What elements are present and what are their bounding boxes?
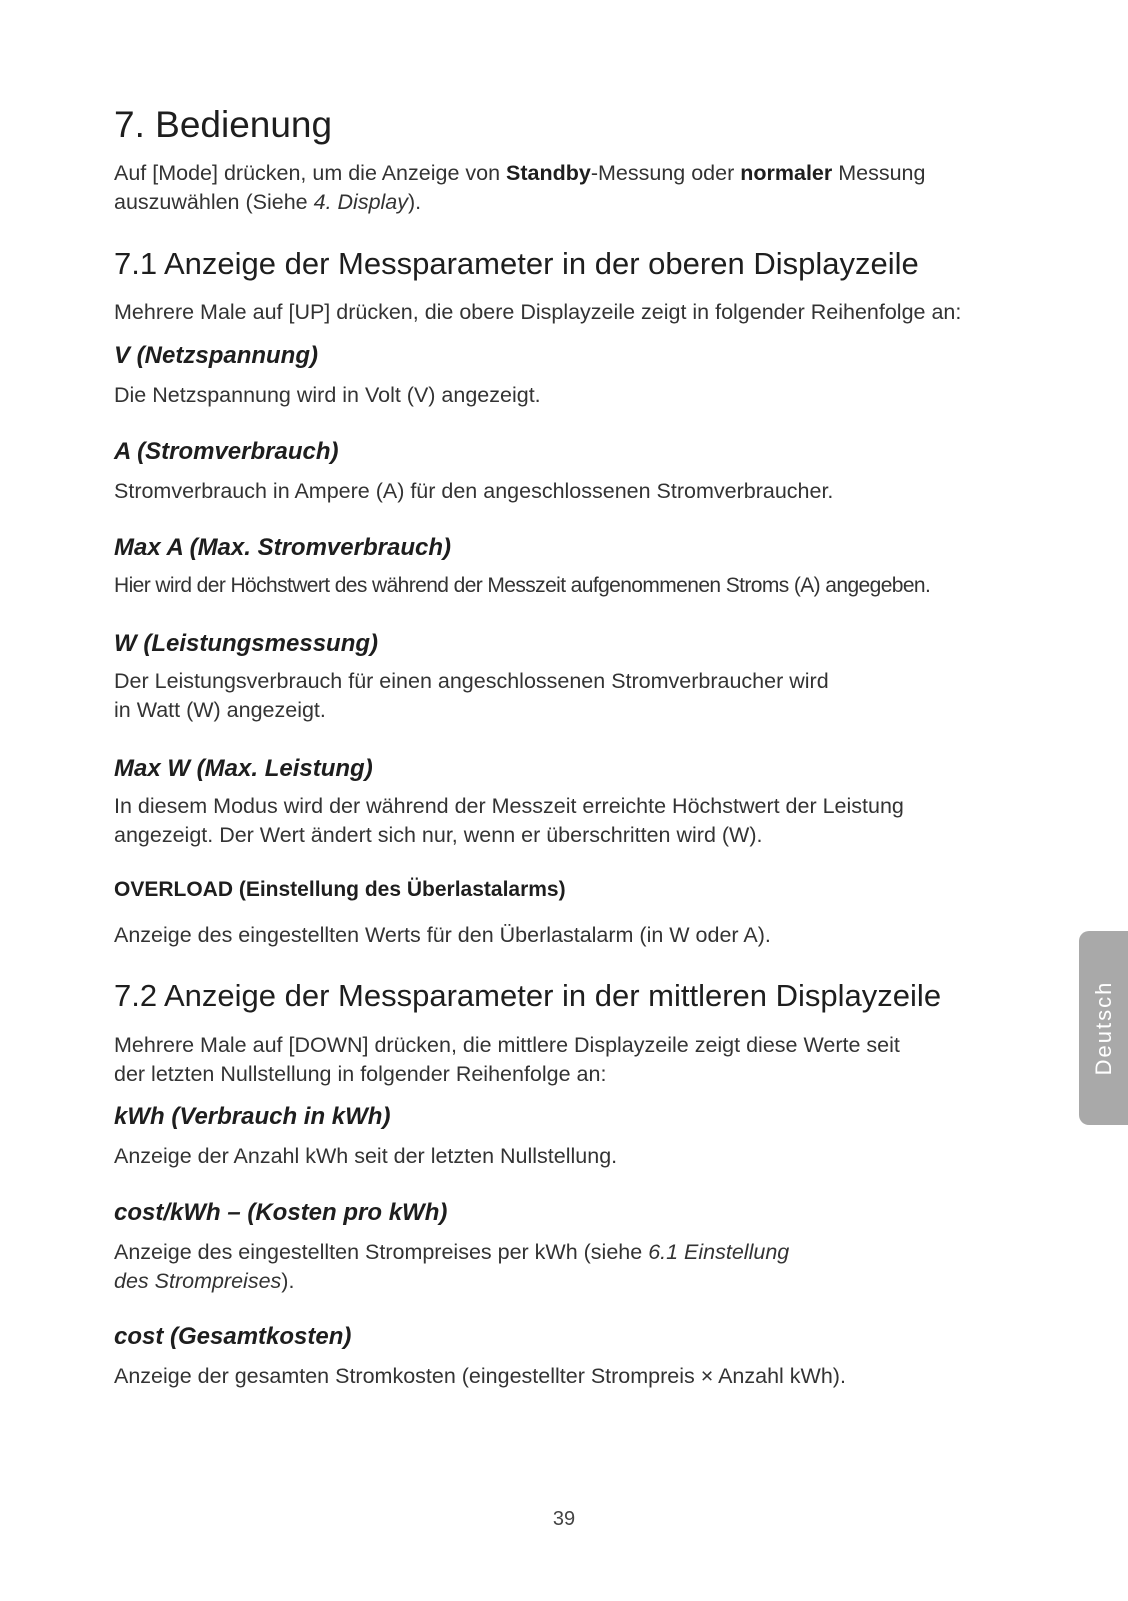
item-heading-w: W (Leistungsmessung) xyxy=(114,630,379,657)
item-heading-max-a: Max A (Max. Stromverbrauch) xyxy=(114,534,451,561)
item-heading-overload: OVERLOAD (Einstellung des Überlastalarms) xyxy=(114,878,566,901)
item-text-kwh: Anzeige der Anzahl kWh seit der letzten Nullstellung. xyxy=(114,1144,618,1168)
item-text-max-w: In diesem Modus wird der während der Messzeit erreichte Höchstwert der Leistung angezeigt. Der Wert ändert sich nur, wenn er überschritten wird (W). xyxy=(114,794,904,847)
item-heading-max-w: Max W (Max. Leistung) xyxy=(114,755,373,782)
item-heading-v: V (Netzspannung) xyxy=(114,342,318,369)
item-text-cost-kwh: Anzeige des eingestellten Strompreises per kWh (siehe 6.1 Einstellung des Strompreises). xyxy=(114,1240,790,1293)
item-heading-cost: cost (Gesamtkosten) xyxy=(114,1323,352,1350)
page-number: 39 xyxy=(552,1508,576,1530)
item-text-overload: Anzeige des eingestellten Werts für den Überlastalarm (in W oder A). xyxy=(114,923,771,947)
item-heading-a: A (Stromverbrauch) xyxy=(114,438,339,465)
item-text-max-a: Hier wird der Höchstwert des während der Messzeit aufgenommenen Stroms (A) angegeben. xyxy=(114,574,931,597)
section-title: 7. Bedienung xyxy=(114,104,333,145)
language-tab-label: Deutsch xyxy=(1090,980,1116,1076)
item-heading-kwh: kWh (Verbrauch in kWh) xyxy=(114,1103,391,1130)
item-text-w: Der Leistungsverbrauch für einen angeschlossenen Stromverbraucher wird in Watt (W) angezeigt. xyxy=(114,669,829,722)
item-text-a: Stromverbrauch in Ampere (A) für den angeschlossenen Stromverbraucher. xyxy=(114,479,834,503)
subsection-intro-7-2: Mehrere Male auf [DOWN] drücken, die mittlere Displayzeile zeigt diese Werte seit der letzten Nullstellung in folgender Reihenfolge an: xyxy=(114,1033,900,1086)
language-side-tab xyxy=(1079,931,1128,1125)
section-intro: Auf [Mode] drücken, um die Anzeige von Standby-Messung oder normaler Messung auszuwählen (Siehe 4. Display). xyxy=(114,161,926,214)
item-text-v: Die Netzspannung wird in Volt (V) angezeigt. xyxy=(114,383,541,407)
subsection-title-7-1: 7.1 Anzeige der Messparameter in der oberen Displayzeile xyxy=(114,246,919,281)
item-text-cost: Anzeige der gesamten Stromkosten (eingestellter Strompreis × Anzahl kWh). xyxy=(114,1364,846,1388)
subsection-title-7-2: 7.2 Anzeige der Messparameter in der mittleren Displayzeile xyxy=(114,978,942,1013)
item-heading-cost-kwh: cost/kWh – (Kosten pro kWh) xyxy=(114,1199,448,1226)
subsection-intro-7-1: Mehrere Male auf [UP] drücken, die obere Displayzeile zeigt in folgender Reihenfolge an: xyxy=(114,300,962,324)
